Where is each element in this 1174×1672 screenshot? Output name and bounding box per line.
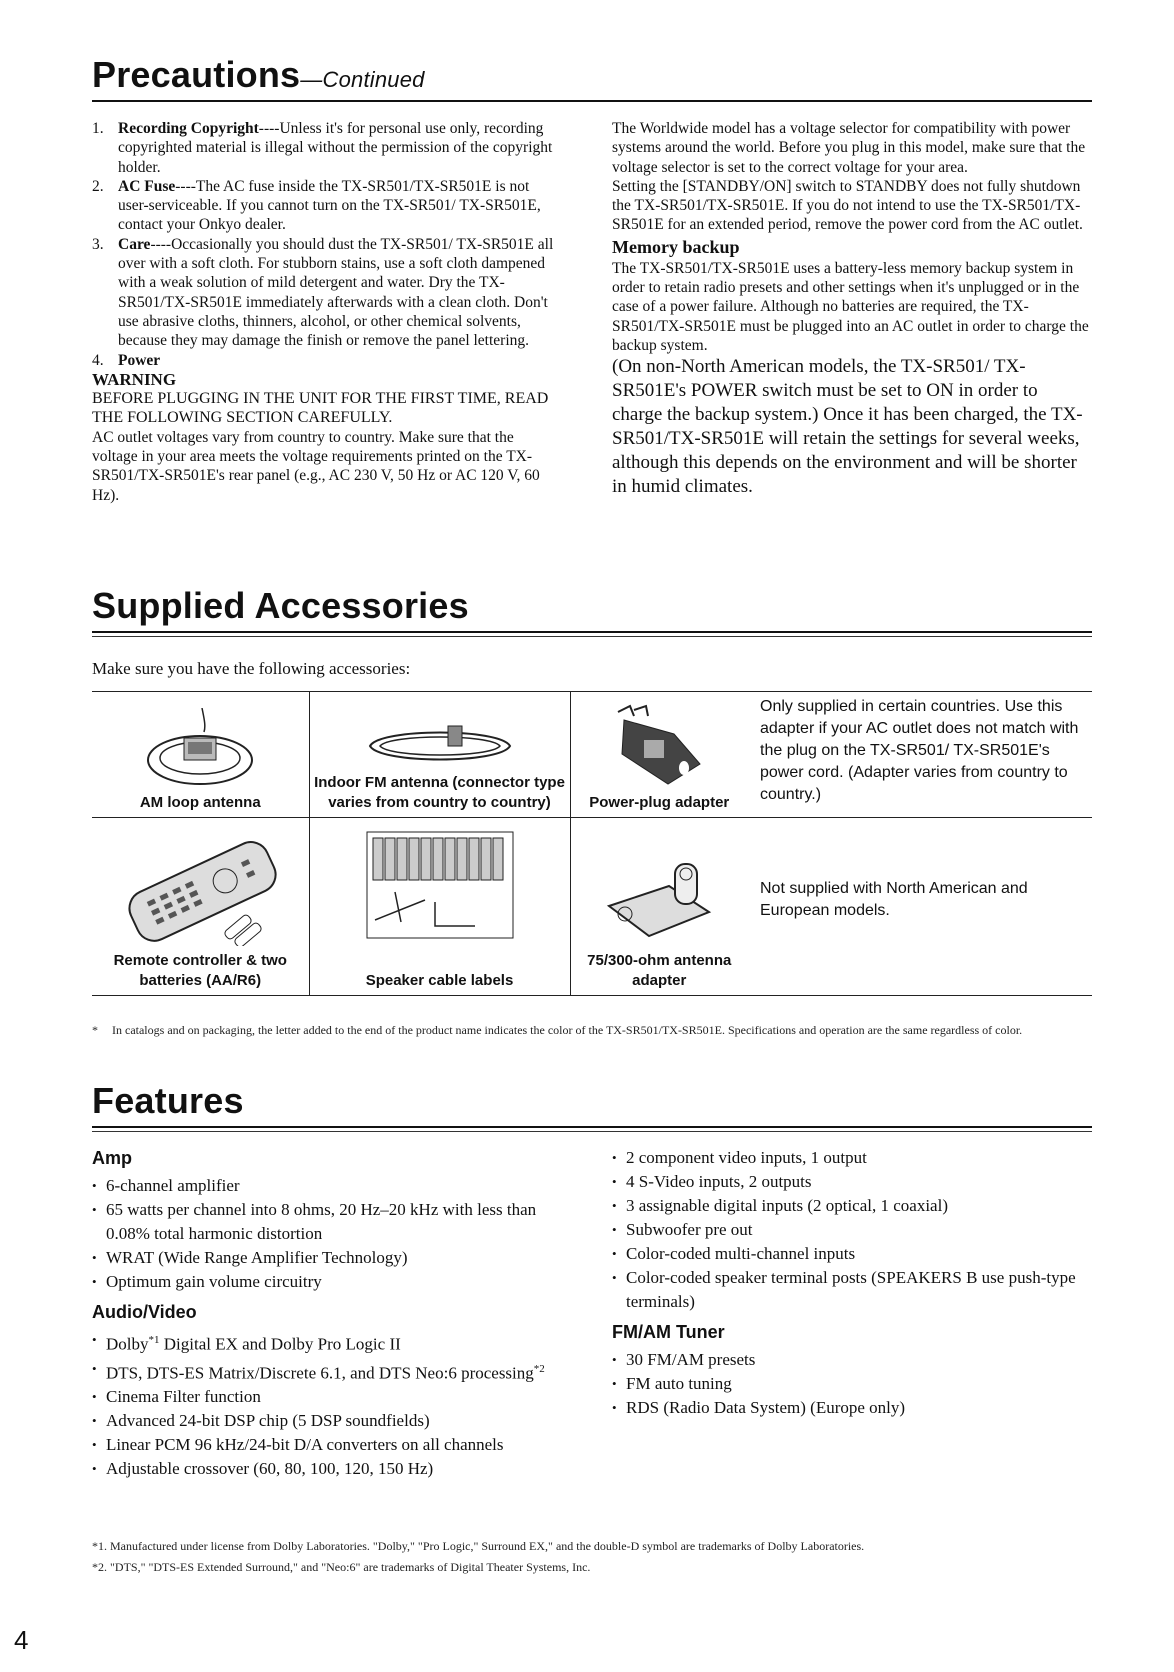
precaution-item: 1. Recording Copyright----Unless it's for personal use only, recording copyrighted material is illegal without the permission of the copyright holder. bbox=[92, 120, 553, 176]
footnote-dts: *2. "DTS," "DTS-ES Extended Surround," and "Neo:6" are trademarks of Digital Theater Systems, Inc. bbox=[92, 1560, 591, 1574]
list-item: • Linear PCM 96 kHz/24-bit D/A converters on all channels bbox=[92, 1433, 582, 1457]
accessories-intro: Make sure you have the following accessories: bbox=[92, 659, 411, 678]
audio-video-heading: Audio/Video bbox=[92, 1302, 197, 1322]
list-item: • Optimum gain volume circuitry bbox=[92, 1270, 582, 1294]
list-item: • Cinema Filter function bbox=[92, 1385, 582, 1409]
memory-backup-note: (On non-North American models, the TX-SR501/ TX-SR501E's POWER switch must be set to ON in order to charge the backup system.) Once it has been charged, the TX-SR501/TX-SR501E will retain the settings for several weeks, although this depends on the environment and will be shorter in humid climates. bbox=[612, 356, 1083, 498]
remote-controller-caption: Remote controller & two batteries (AA/R6) bbox=[113, 952, 287, 989]
warning-title: WARNING bbox=[92, 369, 177, 389]
warning-text: AC outlet voltages vary from country to country. Make sure that the voltage in your area meets the voltage requirements printed on the TX-SR501/TX-SR501E's rear panel (e.g., AC 230 V, 50 Hz or AC 120 V, 60 Hz). bbox=[92, 428, 540, 504]
ohm-adapter-cell bbox=[570, 818, 748, 996]
fm-antenna-caption: Indoor FM antenna (connector type varies from country to country) bbox=[314, 774, 565, 811]
batteries-icon bbox=[224, 914, 263, 946]
precaution-item: 4. Power bbox=[92, 351, 161, 369]
list-item: • Color-coded speaker terminal posts (SPEAKERS B use push-type terminals) bbox=[612, 1266, 1090, 1314]
fm-antenna-cell bbox=[309, 692, 570, 818]
antenna-adapter-caption: 75/300-ohm antenna adapter bbox=[587, 952, 732, 989]
memory-backup-text: The TX-SR501/TX-SR501E uses a battery-less memory backup system in order to retain radio presets and other settings when it's unplugged or in the case of a power failure. Although no batteries are required, the TX-SR501/TX-SR501E must be plugged into an AC outlet in order to charge the backup system. bbox=[612, 259, 1089, 354]
list-item: • 30 FM/AM presets bbox=[612, 1348, 1090, 1372]
speaker-cable-labels-icon bbox=[365, 830, 515, 940]
antenna-adapter-icon bbox=[599, 856, 719, 946]
am-loop-cell bbox=[92, 692, 309, 818]
accessories-table bbox=[92, 691, 1092, 996]
precautions-title: Precautions—Continued bbox=[92, 54, 425, 95]
divider bbox=[92, 636, 1092, 637]
accessories-title: Supplied Accessories bbox=[92, 585, 469, 626]
precaution-item: 2. AC Fuse----The AC fuse inside the TX-SR501/TX-SR501E is not user-serviceable. If you cannot turn on the TX-SR501/ TX-SR501E, contact your Onkyo dealer. bbox=[92, 177, 541, 234]
fm-antenna-icon bbox=[350, 724, 530, 768]
footnote-dolby: *1. Manufactured under license from Dolby Laboratories. "Dolby," "Pro Logic," Surround EX," and the double-D symbol are trademarks of Dolby Laboratories. bbox=[92, 1539, 865, 1553]
power-plug-note: Only supplied in certain countries. Use this adapter if your AC outlet does not match with the plug on the TX-SR501/ TX-SR501E's power cord. (Adapter varies from country to country.) bbox=[760, 698, 1079, 803]
list-item: • Color-coded multi-channel inputs bbox=[612, 1242, 1090, 1266]
speaker-labels-cell bbox=[309, 818, 570, 996]
list-item: • Adjustable crossover (60, 80, 100, 120, 150 Hz) bbox=[92, 1457, 582, 1481]
list-item: • Dolby$^{*1}$ Digital EX and Dolby Pro Logic II bbox=[92, 1328, 582, 1357]
am-loop-antenna-icon bbox=[140, 708, 260, 788]
power-plug-adapter-caption: Power-plug adapter bbox=[589, 794, 730, 811]
precautions-right-column bbox=[612, 119, 1090, 499]
list-item: • 3 assignable digital inputs (2 optical, 1 coaxial) bbox=[612, 1194, 1090, 1218]
amp-heading: Amp bbox=[92, 1148, 132, 1168]
features-left-column bbox=[92, 1146, 582, 1481]
am-loop-antenna-caption: AM loop antenna bbox=[139, 794, 261, 811]
list-item: • Advanced 24-bit DSP chip (5 DSP soundfields) bbox=[92, 1409, 582, 1433]
memory-backup-title: Memory backup bbox=[612, 236, 740, 257]
antenna-adapter-note: Not supplied with North American and European models. bbox=[760, 880, 1028, 919]
remote-cell bbox=[92, 818, 309, 996]
standby-paragraph: Setting the [STANDBY/ON] switch to STANDBY does not fully shutdown the TX-SR501/TX-SR501E. If you do not intend to use the TX-SR501/TX-SR501E for an extended period, remove the power cord from the AC outlet. bbox=[612, 177, 1083, 234]
precaution-item: 3. Care----Occasionally you should dust the TX-SR501/ TX-SR501E all over with a soft cloth. For stubborn stains, use a soft cloth dampened with a weak solution of mild detergent and water. Dry the TX-SR501/TX-SR501E immediately afterwards with a clean cloth. Don't use abrasive cloths, thinners, alcohol, or other chemical solvents, because they may damage the finish or remove the panel lettering. bbox=[92, 235, 554, 350]
divider bbox=[92, 1131, 1092, 1132]
remote-controller-icon bbox=[115, 826, 285, 946]
list-item: • 4 S-Video inputs, 2 outputs bbox=[612, 1170, 1090, 1194]
list-item: • 65 watts per channel into 8 ohms, 20 Hz–20 kHz with less than 0.08% total harmonic distortion bbox=[92, 1198, 582, 1246]
list-item: • FM auto tuning bbox=[612, 1372, 1090, 1396]
list-item: • DTS, DTS-ES Matrix/Discrete 6.1, and DTS Neo:6 processing$^{*2}$ bbox=[92, 1357, 582, 1386]
power-plug-adapter-icon bbox=[604, 704, 714, 788]
precautions-left-column bbox=[92, 119, 557, 505]
ohm-adapter-note-cell bbox=[748, 818, 1092, 996]
features-title: Features bbox=[92, 1080, 244, 1121]
list-item: • RDS (Radio Data System) (Europe only) bbox=[612, 1396, 1090, 1420]
features-footnotes bbox=[92, 1538, 1092, 1576]
divider bbox=[92, 1126, 1092, 1128]
accessories-footnote: * In catalogs and on packaging, the letter added to the end of the product name indicates the color of the TX-SR501/TX-SR501E. Specifications and operation are the same regardless of color. bbox=[92, 1023, 1023, 1037]
voltage-paragraph: The Worldwide model has a voltage selector for compatibility with power systems around the world. Before you plug in this model, make sure that the voltage selector is set to the correct voltage for your area. bbox=[612, 120, 1086, 176]
list-item: • 6-channel amplifier bbox=[92, 1174, 582, 1198]
power-plug-note-cell bbox=[748, 692, 1092, 818]
speaker-cable-labels-caption: Speaker cable labels bbox=[365, 972, 514, 989]
warning-caps: BEFORE PLUGGING IN THE UNIT FOR THE FIRST TIME, READ THE FOLLOWING SECTION CAREFULLY. bbox=[92, 390, 549, 427]
list-item: • Subwoofer pre out bbox=[612, 1218, 1090, 1242]
list-item: • WRAT (Wide Range Amplifier Technology) bbox=[92, 1246, 582, 1270]
power-plug-cell bbox=[570, 692, 748, 818]
tuner-heading: FM/AM Tuner bbox=[612, 1322, 725, 1342]
list-item: • 2 component video inputs, 1 output bbox=[612, 1146, 1090, 1170]
page-number: 4 bbox=[14, 1625, 29, 1655]
divider bbox=[92, 100, 1092, 102]
features-right-column bbox=[612, 1146, 1090, 1420]
divider bbox=[92, 631, 1092, 633]
